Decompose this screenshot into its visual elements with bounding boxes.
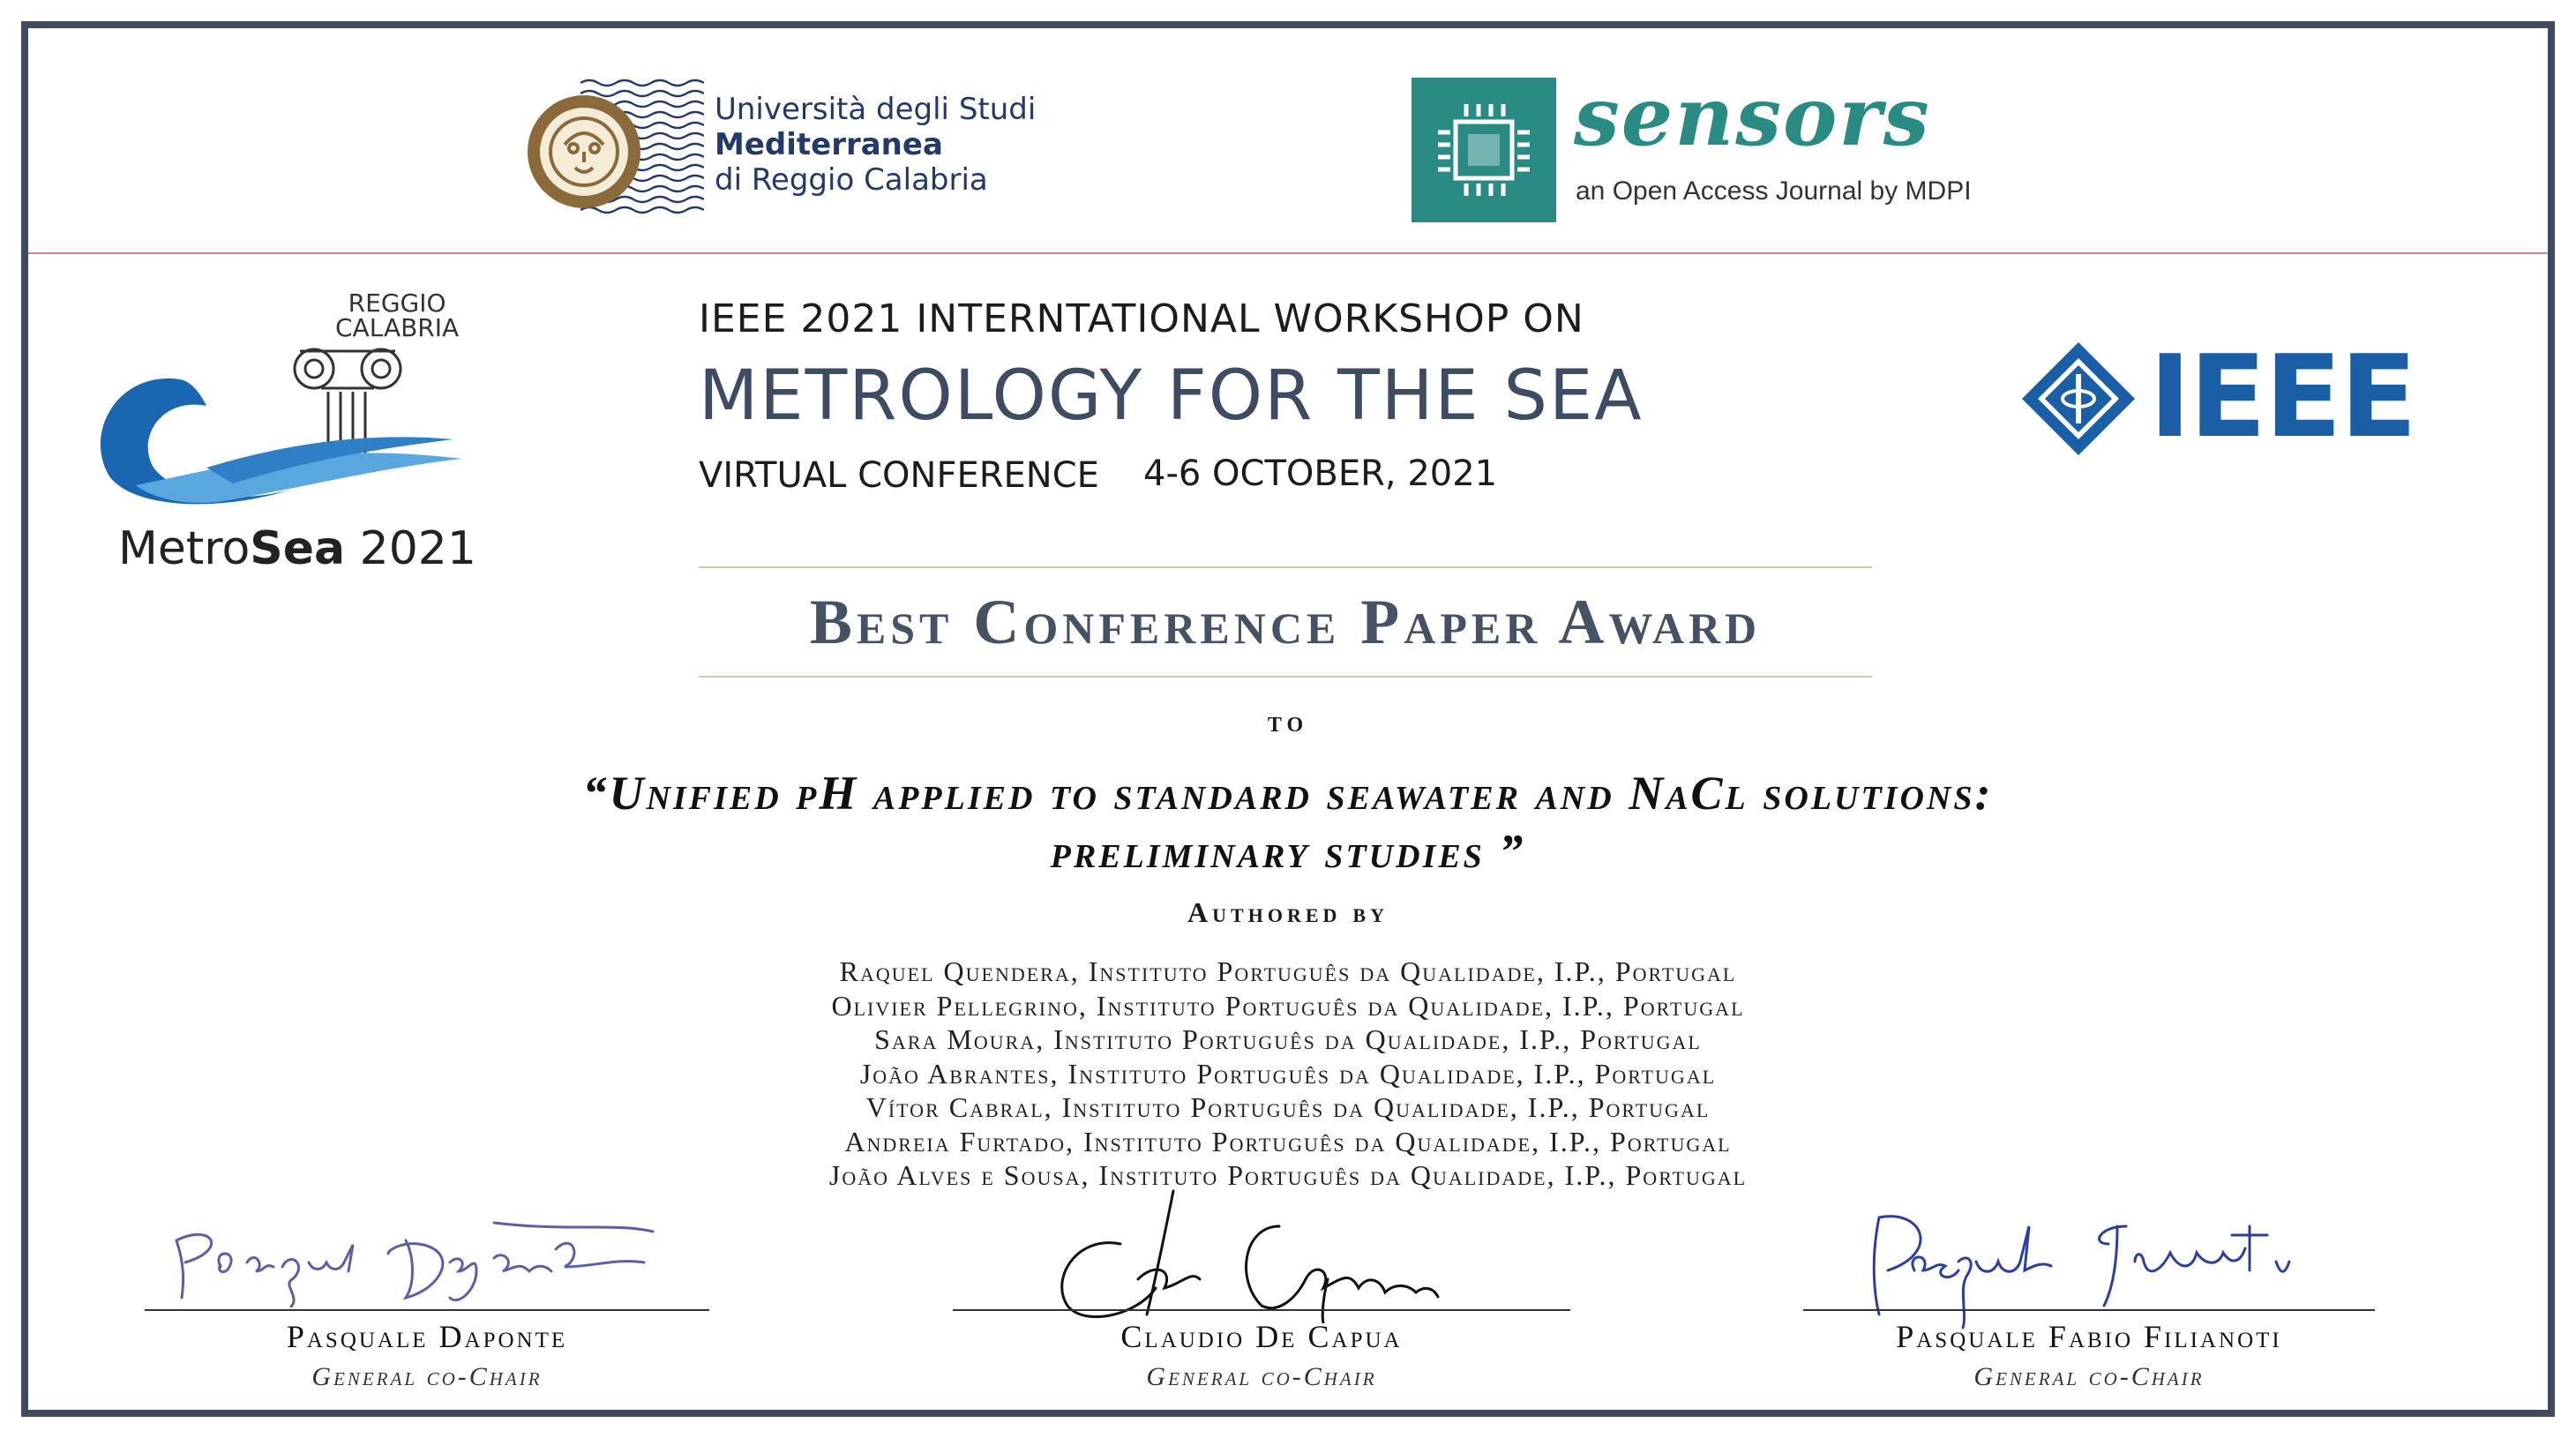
signatory-role: General co-Chair (311, 1362, 543, 1391)
lion-seal-icon (526, 94, 642, 210)
conference-dates: 4-6 OCTOBER, 2021 (1143, 453, 1498, 494)
paper-title: “Unified pH applied to standard seawater and NaCl solutions: preliminary studies ” (582, 767, 1994, 878)
metrosea-city: REGGIO CALABRIA (335, 288, 460, 342)
sensors-wordmark: sensors (1574, 69, 1931, 164)
signatory-name: Pasquale Fabio Filianoti (1896, 1319, 2282, 1354)
award-rule-bottom (699, 676, 1872, 678)
author-line: Sara Moura, Instituto Português da Qualidade, I.P., Portugal (874, 1023, 1702, 1055)
award-title: Best Conference Paper Award (809, 587, 1762, 657)
signature-line (145, 1309, 709, 1311)
signature-de-capua (1041, 1182, 1482, 1323)
ieee-logo (2018, 332, 2424, 463)
sensors-tagline: an Open Access Journal by MDPI (1576, 176, 1972, 206)
ieee-wordmark: IEEE (2149, 332, 2415, 463)
column-wave-icon (83, 335, 489, 521)
metrosea-wordmark: MetroSea 2021 (118, 522, 476, 575)
author-line: João Abrantes, Instituto Português da Qualidade, I.P., Portugal (859, 1057, 1717, 1090)
author-line: Olivier Pellegrino, Instituto Português da Qualidade, I.P., Portugal (831, 989, 1745, 1022)
chip-icon (1412, 78, 1556, 222)
signatory-name: Claudio De Capua (1120, 1319, 1403, 1354)
signatory-role: General co-Chair (1146, 1362, 1377, 1391)
signatory-role: General co-Chair (1973, 1362, 2205, 1391)
conference-format: VIRTUAL CONFERENCE (699, 455, 1099, 496)
author-line: Raquel Quendera, Instituto Português da Qualidade, I.P., Portugal (839, 955, 1737, 987)
signature-line (953, 1309, 1570, 1311)
author-line: Vítor Cabral, Instituto Português da Qualidade, I.P., Portugal (865, 1091, 1711, 1123)
award-rule-top (699, 566, 1872, 568)
author-line: Andreia Furtado, Instituto Português da Qualidade, I.P., Portugal (844, 1125, 1732, 1157)
header-divider (28, 252, 2548, 254)
signature-filianoti (1861, 1209, 2338, 1332)
metrosea-logo (83, 288, 489, 591)
authored-by-label: Authored by (1187, 896, 1389, 928)
signatory-name: Pasquale Daponte (286, 1319, 568, 1354)
award-to: to (1267, 706, 1309, 738)
conference-title: METROLOGY FOR THE SEA (699, 356, 1644, 436)
signature-daponte (159, 1214, 706, 1311)
university-name: Università degli Studi Mediterranea di Reggio Calabria (715, 92, 1037, 198)
author-list (0, 955, 2576, 1193)
author-line: João Alves e Sousa, Instituto Português da Qualidade, I.P., Portugal (828, 1159, 1748, 1191)
university-logo (526, 76, 1055, 226)
conference-subtitle: IEEE 2021 INTERNTATIONAL WORKSHOP ON (699, 296, 1584, 341)
signature-line (1803, 1309, 2375, 1311)
ieee-diamond-icon (2018, 339, 2138, 459)
